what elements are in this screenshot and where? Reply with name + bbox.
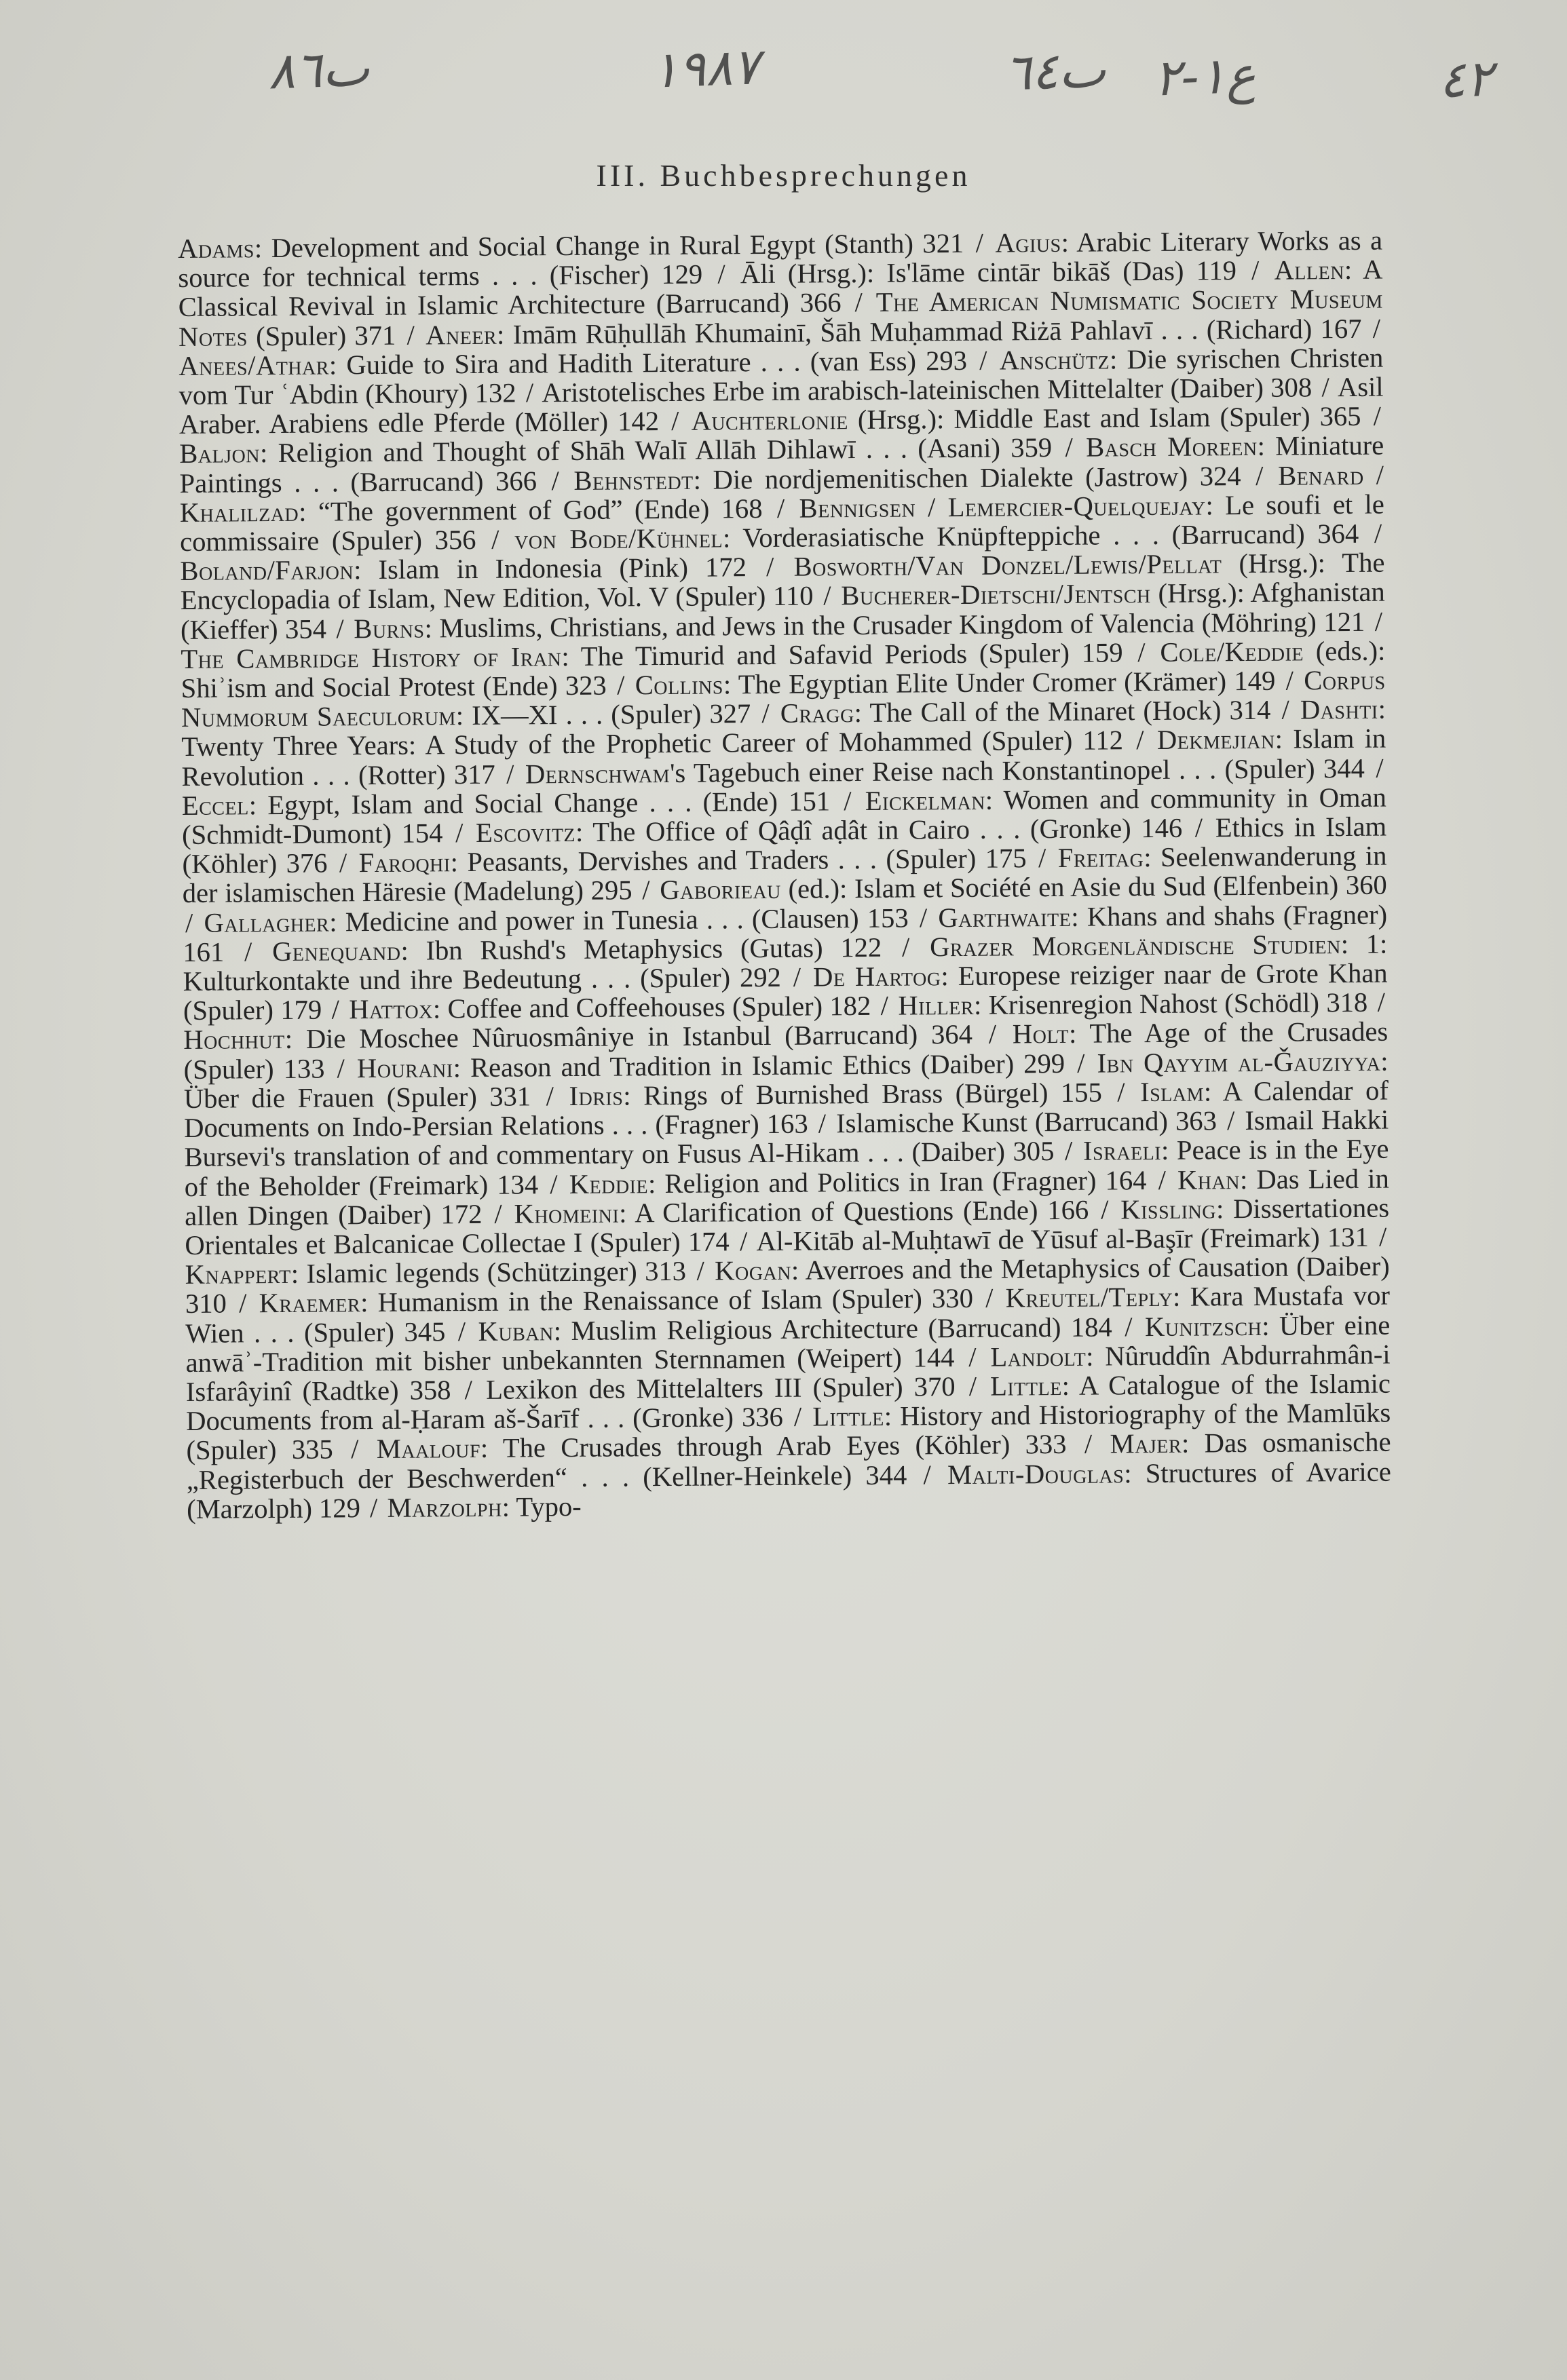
entry-separator: / [494, 1198, 502, 1229]
entry-separator: / [337, 1053, 345, 1084]
entry-separator: / [1251, 255, 1260, 286]
entry-author: Ibn Qayyim al-Ǧauziyya [1097, 1045, 1381, 1079]
entry-title: Peace is in the Eye of the Beholder (Freimark) 134 [184, 1133, 1389, 1202]
entry-title: Die Moschee Nûruosmâniye in Istanbul (Barrucand) 364 [305, 1019, 973, 1055]
review-entry: Dekmejian: Islam in Revolution . . . (Rotter) 317 [181, 723, 1386, 792]
entry-title: Reason and Tradition in Islamic Ethics (Daiber) 299 [470, 1048, 1065, 1083]
entry-title: Egypt, Islam and Social Change . . . (Ende) 151 [267, 786, 831, 820]
entry-author: Holt [1012, 1018, 1070, 1050]
entry-title: Humanism in the Renaissance of Islam (Spuler) 330 [377, 1283, 974, 1318]
entry-separator: / [979, 345, 987, 376]
entry-separator: / [1285, 665, 1294, 696]
entry-separator: / [1226, 1105, 1235, 1136]
entry-author: Knappert [185, 1258, 291, 1290]
entry-separator: / [766, 552, 774, 583]
entry-author: Dekmejian [1156, 724, 1275, 756]
entry-separator: / [1137, 636, 1146, 668]
review-entry [836, 1105, 1217, 1138]
entry-author: Allen [1274, 254, 1345, 286]
review-entry: Corpus Nummorum Saeculorum: IX—XI . . . (Spuler) 327 [181, 664, 1386, 733]
handwritten-annotations [0, 27, 1567, 129]
entry-title: The Timurid and Safavid Periods (Spuler) 159 [580, 637, 1123, 672]
entry-title: History and Historiography of the Mamlūks (Spuler) 335 [186, 1397, 1391, 1466]
entry-separator: / [823, 580, 831, 611]
entry-title: Islam in Indonesia (Pink) 172 [378, 552, 747, 586]
entry-title: Guide to Sira and Hadith Literature . . . (van Ess) 293 [346, 345, 968, 381]
entry-author: Grazer Morgenländische Studien [929, 928, 1341, 963]
review-entry: Hiller: Krisenregion Nahost (Schödl) 318 [898, 987, 1368, 1021]
entry-separator: / [1377, 986, 1386, 1018]
entry-title: Miniature Paintings . . . (Barrucand) 366 [179, 430, 1384, 499]
entry-title: Vorderasiatische Knüpfteppiche . . . (Barrucand) 364 [742, 518, 1359, 554]
review-entry: Faroqhi: Peasants, Dervishes and Traders . . . (Spuler) 175 [358, 843, 1027, 879]
entry-author: Little [812, 1400, 884, 1432]
entry-title: (eds.): Shiʾism and Social Protest (Ende) 323 [181, 635, 1386, 704]
entry-separator: / [717, 258, 725, 290]
entry-author: Anees/Athar [178, 349, 330, 381]
entry-title: Rings of Burnished Brass (Bürgel) 155 [643, 1077, 1102, 1111]
entry-separator: / [185, 907, 193, 938]
entry-title: Muslim Religious Architecture (Barrucand) 184 [571, 1311, 1112, 1346]
entry-separator: / [336, 613, 344, 645]
entry-separator: / [464, 1374, 473, 1406]
entry-title: Religion and Thought of Shāh Walī Allāh Dihlawī . . . (Asani) 359 [278, 432, 1053, 469]
entry-title: Das Lied in allen Dingen (Daiber) 172 [184, 1163, 1389, 1231]
review-entry: Genequand: Ibn Rushd's Metaphysics (Gutas) 122 [271, 932, 882, 967]
entry-author: Boland/Farjon [180, 554, 354, 587]
entry-separator: / [369, 1492, 378, 1523]
entry-separator: / [696, 1255, 704, 1286]
review-entry: Adams: Development and Social Change in Rural Egypt (Stanth) 321 [177, 227, 964, 264]
review-entry: Anschütz: Die syrischen Christen vom Tur ʿAbdin (Khoury) 132 [178, 342, 1384, 411]
entry-title: Islamische Kunst (Barrucand) 363 [836, 1105, 1217, 1139]
entry-separator: / [407, 320, 415, 351]
review-entry: Khan: Das Lied in allen Dingen (Daiber) 172 [184, 1163, 1389, 1231]
entry-author: Kunitzsch [1144, 1310, 1262, 1342]
entry-separator: / [525, 377, 534, 408]
review-entry: Knappert: Islamic legends (Schützinger) 313 [185, 1255, 687, 1290]
review-entry: Hattox: Coffee and Coffeehouses (Spuler) 182 [349, 991, 871, 1025]
entry-title: Ibn Rushd's Metaphysics (Gutas) 122 [426, 932, 882, 966]
entry-separator: / [455, 818, 464, 849]
entry-separator: / [919, 902, 928, 934]
entry-separator: / [793, 1401, 802, 1432]
entry-separator: / [1281, 694, 1289, 725]
entry-author: Genequand [271, 935, 401, 967]
entry-separator: / [546, 1081, 554, 1112]
entry-separator: / [975, 227, 984, 258]
entry-title: “The government of God” (Ende) 168 [318, 493, 763, 527]
review-entry: Cragg: The Call of the Minaret (Hock) 314 [780, 695, 1271, 729]
entry-author: Little [990, 1370, 1062, 1402]
entry-title: (Hrsg.): Afghanistan (Kieffer) 354 [180, 577, 1385, 645]
section-heading: III. Buchbesprechungen [596, 158, 971, 193]
entry-separator: / [1065, 432, 1073, 463]
entry-separator: / [671, 406, 679, 437]
entry-separator: / [1321, 372, 1329, 403]
entry-author: Hochhut [183, 1024, 285, 1056]
review-entry: Collins: The Egyptian Elite Under Cromer (Krämer) 149 [635, 665, 1276, 701]
review-entry: Kreutel/Teply: Kara Mustafa vor Wien . . . (Spuler) 345 [185, 1280, 1391, 1349]
entry-author: Escovitz [475, 816, 576, 849]
entry-author: Israeli [1082, 1135, 1162, 1167]
entry-title: Ethics in Islam (Köhler) 376 [182, 811, 1387, 880]
entry-title: IX—XI . . . (Spuler) 327 [472, 698, 751, 731]
review-entry: Marzolph: Typo- [387, 1491, 582, 1523]
entry-title: Structures of Avarice (Marzolph) 129 [186, 1456, 1391, 1524]
entry-title: The Call of the Minaret (Hock) 314 [869, 695, 1271, 729]
entry-separator: / [1117, 1077, 1125, 1108]
entry-separator: / [923, 1459, 931, 1490]
entry-title: 1: Kulturkontakte und ihre Bedeutung . . . (Spuler) 292 [183, 928, 1388, 997]
entry-title: Development and Social Change in Rural Egypt (Stanth) 321 [271, 227, 964, 264]
entry-separator: / [1373, 400, 1382, 431]
review-entry: Ibn Qayyim al-Ǧauziyya: Über die Frauen (Spuler) 331 [183, 1045, 1389, 1114]
entry-title: Krisenregion Nahost (Schödl) 318 [988, 987, 1368, 1020]
entry-author: The American Numismatic Society Museum Notes [178, 284, 1383, 352]
entry-author: Majer [1110, 1428, 1182, 1459]
entry-title: Arabic Literary Works as a source for technical terms . . . (Fischer) 129 [178, 225, 1383, 294]
entry-author: Adams [177, 233, 255, 264]
entry-separator: / [244, 936, 252, 967]
review-entry: Maalouf: The Crusades through Arab Eyes (Köhler) 333 [376, 1429, 1067, 1465]
entry-separator: / [331, 994, 340, 1025]
entry-separator: / [985, 1282, 994, 1314]
review-entry: De Hartog: Europese reiziger naar de Grote Khan (Spuler) 179 [183, 957, 1388, 1026]
entry-separator: / [761, 698, 770, 729]
handwritten-year: ١٩٨٧ [650, 37, 761, 100]
review-entry: Israeli: Peace is in the Eye of the Beholder (Freimark) 134 [184, 1133, 1389, 1202]
review-entry: Khomeini: A Clarification of Questions (Ende) 166 [514, 1194, 1089, 1229]
entry-title: A Classical Revival in Islamic Architecture (Barrucand) 366 [178, 254, 1383, 323]
entry-separator: / [1064, 1136, 1073, 1167]
review-entry: Kissling: Dissertationes Orientales et Balcanicae Collectae I (Spuler) 174 [185, 1192, 1390, 1261]
entry-author: Landolt [990, 1341, 1087, 1373]
entry-author: Maalouf [376, 1433, 481, 1465]
entry-author: Hiller [898, 990, 975, 1021]
review-entry: Freitag: Seelenwanderung in der islamischen Häresie (Madelung) 295 [182, 840, 1387, 909]
entry-separator: / [1038, 843, 1046, 874]
entry-title: Islamic legends (Schützinger) 313 [306, 1255, 687, 1289]
entry-title: Twenty Three Years: A Study of the Prophetic Career of Mohammed (Spuler) 112 [181, 725, 1124, 763]
review-entry: Behnstedt: Die nordjemenitischen Dialekte (Jastrow) 324 [573, 460, 1241, 496]
entry-author: Anschütz [999, 344, 1110, 376]
entry-title: Medicine and power in Tunesia . . . (Clausen) 153 [345, 902, 909, 937]
entry-title: Kara Mustafa vor Wien . . . (Spuler) 345 [185, 1280, 1391, 1349]
entry-title: Islam in Revolution . . . (Rotter) 317 [181, 723, 1386, 792]
review-entry: Bennigsen / Lemercier-Quelquejay: Le soufi et le commissaire (Spuler) 356 [180, 488, 1384, 558]
entry-separator: / [901, 932, 910, 963]
entry-separator: / [491, 524, 499, 555]
entry-separator: / [1374, 606, 1383, 637]
entry-title: (Spuler) 371 [256, 320, 396, 351]
entry-title: Die nordjemenitischen Dialekte (Jastrow) 324 [713, 460, 1241, 495]
review-entry: Agius: Arabic Literary Works as a source for technical terms . . . (Fischer) 129 [178, 225, 1383, 294]
review-entry: Kunitzsch: Über eine anwāʾ-Tradition mit bisher unbekannten Sternnamen (Weipert) 144 [185, 1309, 1391, 1378]
entry-title: Das osmanische „Registerbuch der Beschwerden“ . . . (Kellner-Heinkele) 344 [186, 1426, 1391, 1495]
review-entry: Majer: Das osmanische „Registerbuch der Beschwerden“ . . . (Kellner-Heinkele) 344 [186, 1426, 1391, 1495]
entry-author: Collins [635, 669, 724, 701]
entry-title: The Crusades through Arab Eyes (Köhler) 333 [502, 1429, 1067, 1464]
entry-title: Europese reiziger naar de Grote Khan (Spuler) 179 [183, 957, 1388, 1026]
entry-separator: / [1194, 812, 1203, 843]
entry-author: Bennigsen / Lemercier-Quelquejay [799, 490, 1206, 524]
entry-separator: / [1374, 518, 1382, 549]
entry-author: Hattox [349, 993, 434, 1025]
entry-title: (ed.): Islam et Société en Asie du Sud (Elfenbein) 360 [788, 870, 1387, 905]
entry-author: Freitag [1057, 842, 1144, 874]
entry-author: Aneer [425, 319, 497, 351]
entry-title: Al-Kitāb al-Muḥtawī de Yūsuf al-Başīr (Freimark) 131 [756, 1221, 1369, 1256]
entry-title: Muslims, Christians, and Jews in the Crusader Kingdom of Valencia (Möhring) 121 [439, 606, 1365, 643]
entry-author: The Cambridge History of Iran [181, 640, 562, 674]
review-entry: Little: A Catalogue of the Islamic Documents from al-Ḥaram aš-Šarīf . . . (Gronke) 336 [186, 1368, 1391, 1437]
entry-separator: / [550, 1168, 558, 1199]
entry-title: A Clarification of Questions (Ende) 166 [634, 1194, 1089, 1229]
entry-title: Khans and shahs (Fragner) 161 [183, 899, 1388, 967]
entry-title: Die syrischen Christen vom Tur ʿAbdin (Khoury) 132 [178, 342, 1384, 411]
entry-author: Faroqhi [358, 847, 451, 879]
entry-title: Religion and Politics in Iran (Fragner) 164 [664, 1164, 1147, 1199]
entry-author: von Bode/Kühnel [514, 522, 723, 555]
entry-title: Seelenwanderung in der islamischen Häresie (Madelung) 295 [182, 840, 1387, 909]
entry-separator: / [793, 961, 801, 993]
review-entry: Allen: A Classical Revival in Islamic Architecture (Barrucand) 366 [178, 254, 1383, 323]
entry-title: The Egyptian Elite Under Cromer (Krämer) 149 [738, 665, 1276, 700]
entry-title: Coffee and Coffeehouses (Spuler) 182 [447, 991, 871, 1024]
entry-author: Burns [354, 613, 425, 644]
entry-author: Bosworth/Van Donzel/Lewis/Pellat [793, 548, 1222, 582]
entry-separator: / [968, 1341, 977, 1373]
entry-author: Hourani [356, 1052, 453, 1083]
handwritten-volume: ٮ٦٤ [1003, 40, 1107, 102]
entry-title: (Hrsg.): Middle East and Islam (Spuler) 365 [857, 401, 1361, 436]
handwritten-page-number: ٤٢ [1437, 49, 1494, 110]
entry-author: Dernschwam [525, 757, 671, 790]
entry-separator: / [880, 991, 889, 1022]
review-entry: Garthwaite: Khans and shahs (Fragner) 161 [183, 899, 1388, 967]
review-entry: The Cambridge History of Iran: The Timurid and Safavid Periods (Spuler) 159 [181, 637, 1123, 674]
review-entry: Eccel: Egypt, Islam and Social Change . . . (Ende) 151 [181, 786, 831, 821]
entry-title: Lexikon des Mittelalters III (Spuler) 370 [485, 1370, 956, 1405]
entry-author: Kissling [1120, 1193, 1217, 1225]
entry-author: Kuban [478, 1315, 554, 1347]
entry-separator: / [457, 1316, 466, 1347]
entry-author: Corpus Nummorum Saeculorum [181, 664, 1386, 733]
review-entry: Benard / Khalilzad: “The government of God” (Ende) 168 [179, 459, 1384, 528]
entry-title: A Calendar of Documents on Indo-Persian Relations . . . (Fragner) 163 [184, 1075, 1389, 1144]
entry-separator: / [776, 493, 785, 524]
review-entry: Landolt: Nûruddîn Abdurrahmân-i Isfarâyinî (Radtke) 358 [185, 1339, 1391, 1407]
entry-author: Behnstedt [573, 464, 694, 496]
review-entry: Hourani: Reason and Tradition in Islamic Ethics (Daiber) 299 [356, 1048, 1065, 1083]
entry-title: The Office of Qâḍî aḍât in Cairo . . . (Gronke) 146 [592, 812, 1183, 847]
entry-title: Peasants, Dervishes and Traders . . . (Spuler) 175 [467, 843, 1027, 878]
entry-author: Baljon [179, 438, 261, 469]
entry-title: (Hrsg.): The Encyclopadia of Islam, New Edition, Vol. V (Spuler) 110 [180, 547, 1385, 616]
entry-title: Aristotelisches Erbe im arabisch-lateinischen Mittelalter (Daiber) 308 [542, 372, 1313, 408]
review-entry: Keddie: Religion and Politics in Iran (Fragner) 164 [569, 1164, 1147, 1199]
review-entry: Grazer Morgenländische Studien: 1: Kulturkontakte und ihre Bedeutung . . . (Spuler) 292 [183, 928, 1388, 997]
entry-separator: / [1084, 1428, 1093, 1460]
entry-author: Malti-Douglas [947, 1457, 1125, 1490]
entry-author: Benard / Khalilzad [179, 459, 1384, 528]
entry-author: Dashti [1300, 693, 1378, 725]
entry-title: A Catalogue of the Islamic Documents from al-Ḥaram aš-Šarīf . . . (Gronke) 336 [186, 1368, 1391, 1437]
entry-separator: / [1125, 1311, 1133, 1342]
review-entry: Islam: A Calendar of Documents on Indo-Persian Relations . . . (Fragner) 163 [184, 1075, 1389, 1144]
entry-author: Cragg [780, 697, 854, 729]
entry-title: Nûruddîn Abdurrahmân-i Isfarâyinî (Radtke) 358 [185, 1339, 1391, 1407]
entry-separator: / [1376, 752, 1384, 784]
entry-title: Über die Frauen (Spuler) 331 [183, 1081, 531, 1114]
entry-separator: / [1136, 725, 1144, 756]
entry-separator: / [988, 1019, 997, 1050]
entry-author: Garthwaite [938, 901, 1072, 933]
entry-separator: / [1158, 1164, 1167, 1195]
review-entry: Holt: The Age of the Crusades (Spuler) 133 [183, 1016, 1389, 1085]
entry-separator: / [854, 287, 863, 318]
entry-title: Dissertationes Orientales et Balcanicae Collectae I (Spuler) 174 [185, 1192, 1390, 1261]
review-entry: Kogan: Averroes and the Metaphysics of Causation (Daiber) 310 [185, 1250, 1390, 1320]
review-entry: Dashti: Twenty Three Years: A Study of the Prophetic Career of Mohammed (Spuler) 112 [181, 693, 1386, 763]
entry-title: Āli (Hrsg.): Is'lāme cintār bikāš (Das) 119 [740, 255, 1237, 290]
entry-separator: / [1378, 1221, 1387, 1252]
review-entry: Eickelman: Women and community in Oman (Schmidt-Dumont) 154 [182, 782, 1386, 851]
review-entry [486, 1371, 956, 1405]
entry-author: Idris [569, 1080, 624, 1111]
entry-title: Averroes and the Metaphysics of Causation (Daiber) 310 [185, 1250, 1390, 1320]
entry-separator: / [350, 1434, 359, 1465]
entry-author: Auchterlonie [691, 404, 848, 436]
review-entry: Little: History and Historiography of the Mamlūks (Spuler) 335 [186, 1397, 1391, 1466]
entry-author: Kreutel/Teply [1005, 1282, 1173, 1313]
entry-title: Le soufi et le commissaire (Spuler) 356 [180, 488, 1384, 558]
review-entry: Baljon: Religion and Thought of Shāh Walī Allāh Dihlawī . . . (Asani) 359 [179, 432, 1053, 469]
entry-author: Keddie [569, 1168, 649, 1199]
review-entry: von Bode/Kühnel: Vorderasiatische Knüpfteppiche . . . (Barrucand) 364 [514, 518, 1359, 555]
entry-author: Eickelman [865, 784, 985, 816]
entry-author: Gallagher [204, 906, 330, 938]
review-entry: Hochhut: Die Moschee Nûruosmâniye in Istanbul (Barrucand) 364 [183, 1019, 973, 1056]
review-entry: Basch Moreen: Miniature Paintings . . . (Barrucand) 366 [179, 430, 1384, 499]
entry-separator: / [1372, 313, 1381, 344]
entry-author: Eccel [181, 790, 249, 821]
review-entry: Burns: Muslims, Christians, and Jews in the Crusader Kingdom of Valencia (Möhring) 121 [354, 606, 1365, 644]
review-entry: Aneer: Imām Rūḥullāh Khumainī, Šāh Muḥammad Riżā Pahlavī . . . (Richard) 167 [425, 313, 1362, 351]
entry-separator: / [739, 1226, 748, 1257]
entry-author: Kraemer [259, 1287, 361, 1319]
entry-author: Bucherer-Dietschi/Jentsch [841, 578, 1151, 611]
entry-separator: / [616, 670, 625, 701]
handwritten-issue: ع١-٢ [1152, 45, 1257, 108]
review-entry: Kraemer: Humanism in the Renaissance of Islam (Spuler) 330 [259, 1283, 974, 1319]
entry-separator: / [818, 1108, 827, 1139]
review-entry: Anees/Athar: Guide to Sira and Hadith Literature . . . (van Ess) 293 [178, 345, 968, 381]
entry-author: De Hartog [812, 961, 941, 993]
entry-title: Ismail Hakki Bursevi's translation of and commentary on Fusus Al-Hikam . . . (Daiber) 305 [184, 1104, 1389, 1173]
review-entry: Malti-Douglas: Structures of Avarice (Marzolph) 129 [186, 1456, 1391, 1524]
review-entry: Escovitz: The Office of Qâḍî aḍât in Cairo . . . (Gronke) 146 [475, 812, 1183, 849]
entry-separator: / [1100, 1194, 1109, 1225]
entry-author: Agius [995, 227, 1061, 258]
review-entry: Gallagher: Medicine and power in Tunesia . . . (Clausen) 153 [204, 902, 909, 938]
entry-title: The Age of the Crusades (Spuler) 133 [183, 1016, 1389, 1085]
entry-title: Typo- [516, 1491, 582, 1522]
entry-separator: / [551, 465, 560, 496]
entry-separator: / [968, 1370, 977, 1402]
entry-separator: / [339, 847, 347, 879]
entry-separator: / [1256, 460, 1264, 491]
handwritten-shelfmark: ٮ٨٦ [267, 39, 371, 101]
review-entry [740, 255, 1236, 289]
review-entry: Idris: Rings of Burnished Brass (Bürgel) 155 [569, 1077, 1102, 1111]
entry-author: Cole/Keddie [1160, 636, 1304, 668]
entry-separator: / [506, 759, 514, 790]
entry-author: Marzolph [387, 1491, 502, 1523]
entry-author: Khomeini [514, 1197, 620, 1229]
review-entry: Boland/Farjon: Islam in Indonesia (Pink) 172 [180, 552, 747, 587]
entry-author: Gaborieau [660, 874, 781, 906]
entry-author: Islam [1139, 1076, 1205, 1108]
entry-title: Imām Rūḥullāh Khumainī, Šāh Muḥammad Riżā Pahlavī . . . (Richard) 167 [512, 313, 1362, 350]
entry-author: Khan [1177, 1164, 1241, 1195]
entry-title: Asil Araber. Arabiens edle Pferde (Möller) 142 [178, 371, 1384, 440]
entry-separator: / [238, 1288, 247, 1319]
entry-separator: / [642, 875, 650, 906]
entry-title: 's Tagebuch einer Reise nach Konstantinopel . . . (Spuler) 344 [669, 752, 1365, 788]
entry-separator: / [844, 785, 852, 817]
entry-author: Kogan [715, 1254, 792, 1286]
entry-author: Basch Moreen [1085, 431, 1258, 463]
entry-title: Über eine anwāʾ-Tradition mit bisher unbekannten Sternnamen (Weipert) 144 [185, 1309, 1391, 1378]
entry-separator: / [1077, 1048, 1085, 1079]
review-index [178, 226, 1391, 1524]
entry-title: Women and community in Oman (Schmidt-Dumont) 154 [182, 782, 1386, 851]
review-entry: Kuban: Muslim Religious Architecture (Barrucand) 184 [478, 1311, 1112, 1347]
